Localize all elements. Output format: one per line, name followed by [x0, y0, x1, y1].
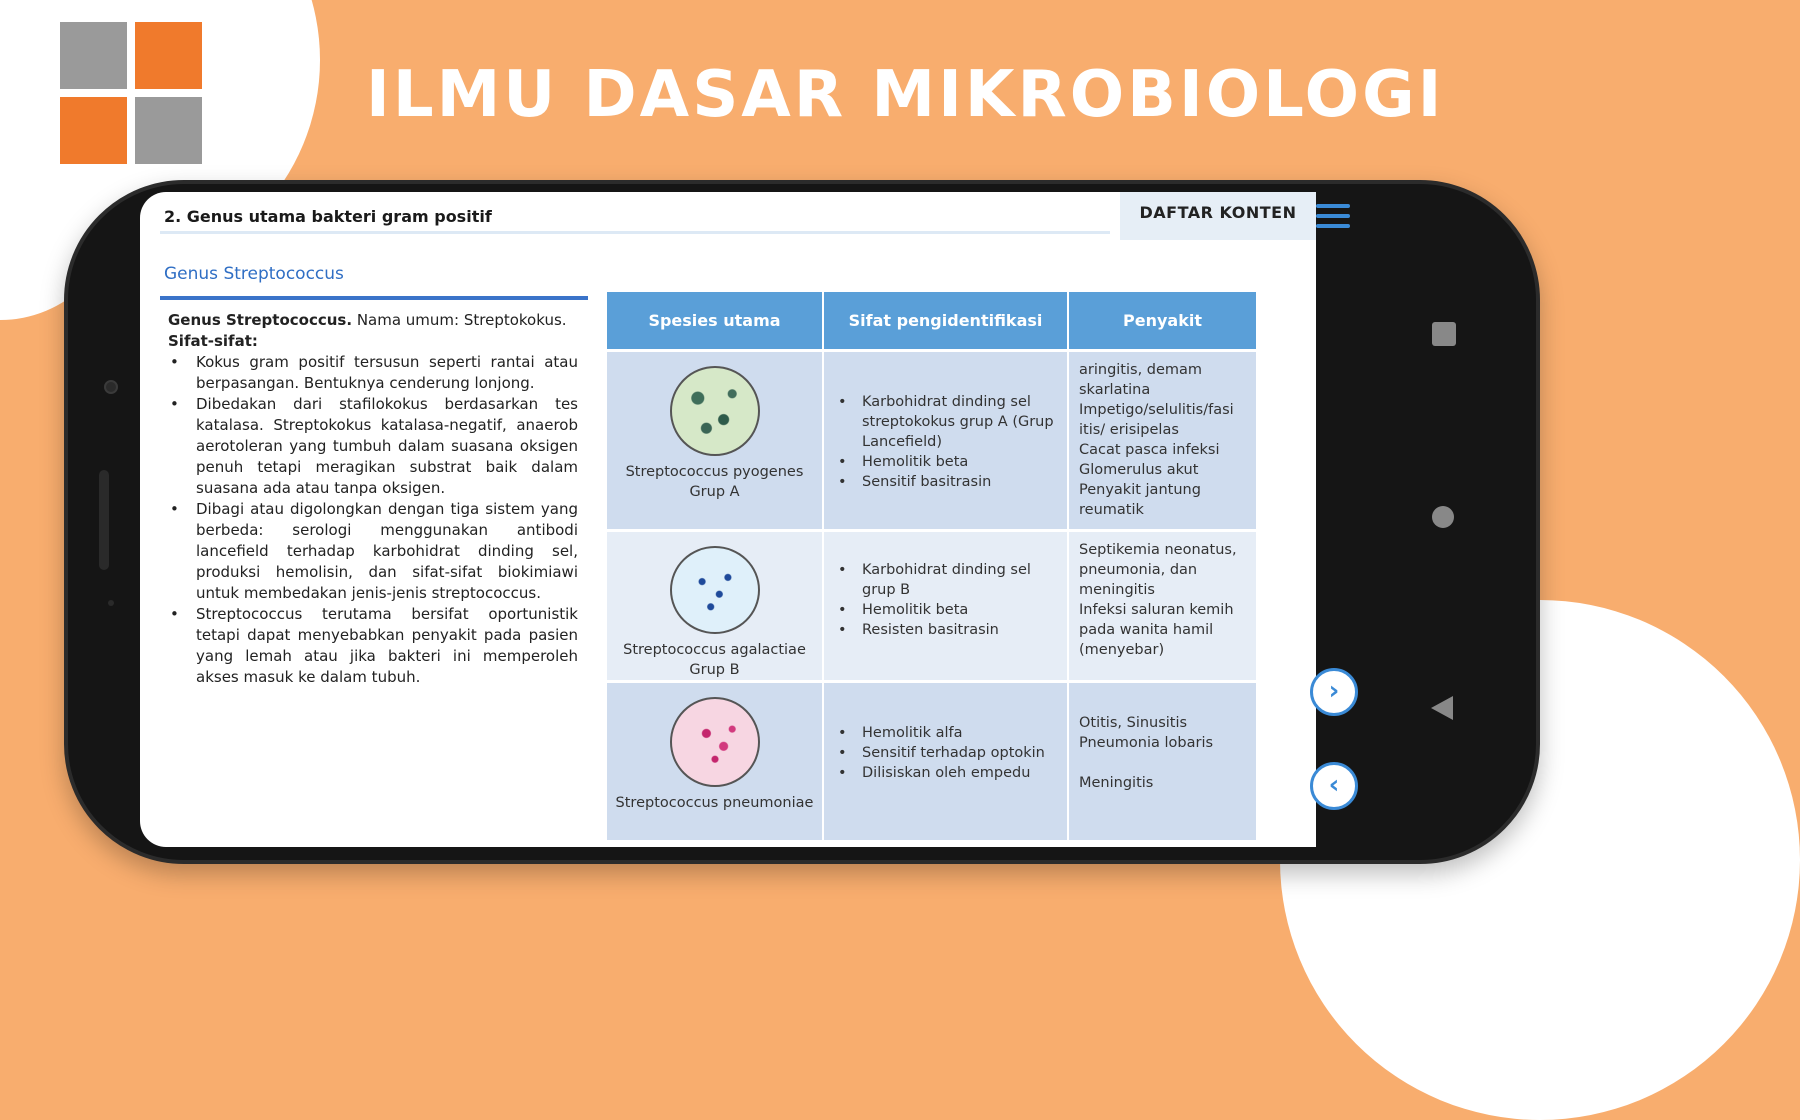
camera-icon [104, 380, 118, 394]
column-header: Spesies utama [607, 292, 824, 349]
traits-cell [824, 683, 1069, 840]
disease-cell [1069, 532, 1256, 680]
bullet-list [168, 352, 578, 688]
phone-speaker [108, 600, 114, 606]
disease-item: Meningitis [1079, 775, 1154, 791]
table-row [607, 529, 1256, 680]
heading-underline [160, 296, 588, 300]
table-row [607, 680, 1256, 840]
column-header: Penyakit [1123, 311, 1202, 330]
disease-cell [1069, 352, 1256, 529]
trait-item: • Hemolitik beta [836, 452, 1059, 472]
recent-apps-icon[interactable] [1432, 322, 1456, 346]
home-icon[interactable] [1432, 506, 1454, 528]
app-logo [60, 22, 202, 164]
subheading: Sifat-sifat: [168, 332, 258, 350]
list-item: • Dibedakan dari stafilokokus berdasarkan tes katalasa. Streptokokus katalasa-negatif, anaerob aerotoleran yang tumbuh dalam suasana oksigen penuh tetapi meragikan substrat baik dalam suasana ada atau tanpa oksigen. [168, 394, 578, 499]
lead-rest: Nama umum: Streptokokus. [352, 311, 567, 329]
species-name: Streptococcus pneumoniae [615, 795, 814, 811]
trait-item: • Hemolitik beta [836, 600, 1059, 620]
traits-cell [824, 532, 1069, 680]
table-row [607, 349, 1256, 529]
disease-item: Infeksi saluran kemih pada wanita hamil (menyebar) [1079, 602, 1234, 658]
lead-paragraph [168, 310, 578, 331]
species-cell [607, 683, 824, 840]
list-item: • Kokus gram positif tersusun seperti rantai atau berpasangan. Bentuknya cenderung lonjong. [168, 352, 578, 394]
trait-item: • Hemolitik alfa [836, 723, 1059, 743]
disease-item: Pneumonia lobaris [1079, 735, 1214, 751]
hamburger-icon[interactable] [1316, 196, 1356, 236]
top-bar [140, 192, 1316, 242]
chevron-left-icon[interactable]: ‹ [1310, 762, 1358, 810]
micrograph-image [670, 697, 760, 787]
table-header [607, 292, 1256, 349]
column-header: Sifat pengidentifikasi [824, 292, 1069, 349]
disease-item: Cacat pasca infeksi [1079, 442, 1220, 458]
species-name: Streptococcus agalactiae Grup B [623, 642, 806, 678]
trait-item: • Dilisiskan oleh empedu [836, 763, 1059, 783]
species-cell [607, 532, 824, 680]
content-heading: Genus Streptococcus [164, 264, 344, 284]
banner-title: ILMU DASAR MIKROBIOLOGI [366, 58, 1445, 132]
disease-item: Glomerulus akut [1079, 462, 1199, 478]
list-item: • Dibagi atau digolongkan dengan tiga sistem yang berbeda: serologi menggunakan antibodi lancefield terhadap karbohidrat dinding sel, produksi hemolisin, dan sifat-sifat biokimiawi untuk membedakan jenis-jenis streptococcus. [168, 499, 578, 604]
trait-item: • Karbohidrat dinding sel streptokokus grup A (Grup Lancefield) [836, 392, 1059, 452]
chevron-right-icon[interactable]: › [1310, 668, 1358, 716]
species-table [607, 292, 1256, 840]
disease-cell [1069, 683, 1256, 840]
species-cell [607, 352, 824, 529]
trait-item: • Karbohidrat dinding sel grup B [836, 560, 1059, 600]
app-screen [140, 192, 1340, 847]
section-title: 2. Genus utama bakteri gram positif [160, 202, 1110, 234]
micrograph-image [670, 366, 760, 456]
content-body [168, 310, 578, 688]
traits-cell [824, 352, 1069, 529]
trait-item: • Sensitif basitrasin [836, 472, 1059, 492]
trait-item: • Sensitif terhadap optokin [836, 743, 1059, 763]
contents-button[interactable]: DAFTAR KONTEN [1120, 192, 1316, 240]
species-name: Streptococcus pyogenes Grup A [625, 464, 804, 500]
list-item: • Streptococcus terutama bersifat oportunistik tetapi dapat menyebabkan penyakit pada pasien yang lemah atau jika bakteri ini memperoleh akses masuk ke dalam tubuh. [168, 604, 578, 688]
lead-bold: Genus Streptococcus. [168, 311, 353, 329]
disease-item: Otitis, Sinusitis [1079, 715, 1188, 731]
disease-item: Impetigo/selulitis/fasi itis/ erisipelas [1079, 402, 1234, 438]
back-icon[interactable] [1431, 696, 1453, 720]
disease-item: Septikemia neonatus, pneumonia, dan meningitis [1079, 542, 1237, 598]
disease-item: aringitis, demam skarlatina [1079, 362, 1203, 398]
phone-side-slot [99, 470, 109, 570]
trait-item: • Resisten basitrasin [836, 620, 1059, 640]
micrograph-image [670, 546, 760, 634]
disease-item: Penyakit jantung reumatik [1079, 482, 1201, 518]
